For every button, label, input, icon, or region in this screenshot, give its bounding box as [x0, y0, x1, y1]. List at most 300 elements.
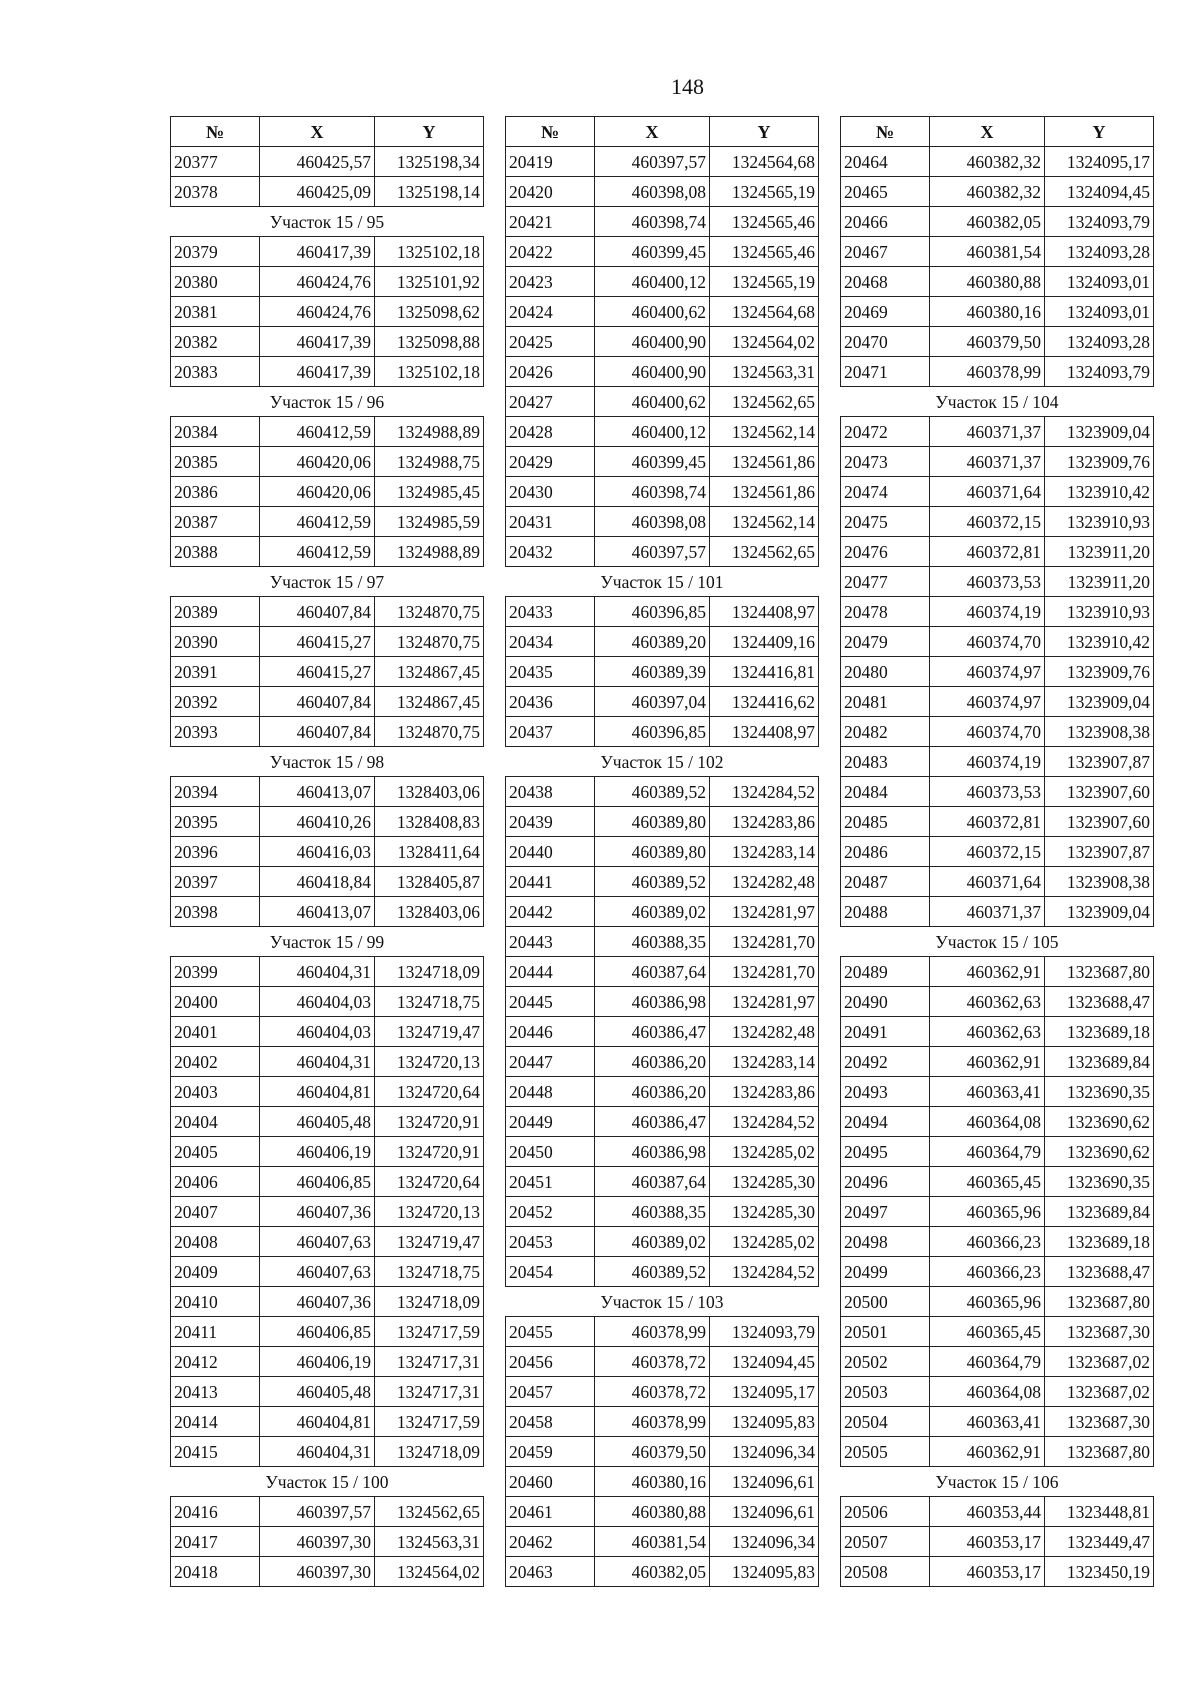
table-row — [506, 1407, 819, 1437]
y-coordinate: 1323907,60 — [1045, 807, 1154, 837]
x-coordinate: 460371,64 — [930, 477, 1045, 507]
x-coordinate: 460365,45 — [930, 1167, 1045, 1197]
x-coordinate: 460399,45 — [595, 237, 710, 267]
y-coordinate: 1323908,38 — [1045, 867, 1154, 897]
x-coordinate: 460397,57 — [595, 537, 710, 567]
table-row — [841, 897, 1154, 927]
table-row — [171, 237, 484, 267]
y-coordinate: 1324565,46 — [710, 207, 819, 237]
table-row — [506, 1557, 819, 1587]
y-coordinate: 1324717,31 — [375, 1347, 484, 1377]
table-row — [171, 1527, 484, 1557]
point-number: 20413 — [171, 1377, 260, 1407]
x-coordinate: 460397,04 — [595, 687, 710, 717]
x-coordinate: 460417,39 — [260, 327, 375, 357]
point-number: 20499 — [841, 1257, 930, 1287]
section-row — [171, 567, 484, 597]
y-coordinate: 1323687,02 — [1045, 1347, 1154, 1377]
y-coordinate: 1324281,70 — [710, 927, 819, 957]
y-coordinate: 1323687,80 — [1045, 1437, 1154, 1467]
point-number: 20506 — [841, 1497, 930, 1527]
x-coordinate: 460378,99 — [595, 1317, 710, 1347]
table-row — [171, 1077, 484, 1107]
x-coordinate: 460413,07 — [260, 897, 375, 927]
table-row — [841, 1137, 1154, 1167]
table-row — [841, 417, 1154, 447]
y-coordinate: 1324564,68 — [710, 297, 819, 327]
table-row — [171, 1497, 484, 1527]
x-coordinate: 460388,35 — [595, 927, 710, 957]
x-coordinate: 460407,84 — [260, 687, 375, 717]
y-coordinate: 1324561,86 — [710, 477, 819, 507]
point-number: 20439 — [506, 807, 595, 837]
x-coordinate: 460418,84 — [260, 867, 375, 897]
point-number: 20391 — [171, 657, 260, 687]
point-number: 20440 — [506, 837, 595, 867]
point-number: 20431 — [506, 507, 595, 537]
table-row — [841, 987, 1154, 1017]
y-coordinate: 1324720,13 — [375, 1047, 484, 1077]
table-header-row — [171, 117, 484, 147]
table-row — [841, 477, 1154, 507]
table-row — [506, 627, 819, 657]
table-row — [171, 1257, 484, 1287]
x-coordinate: 460362,91 — [930, 1047, 1045, 1077]
x-coordinate: 460404,81 — [260, 1407, 375, 1437]
y-coordinate: 1324988,89 — [375, 417, 484, 447]
point-number: 20475 — [841, 507, 930, 537]
table-row — [506, 1257, 819, 1287]
section-title: Участок 15 / 98 — [171, 747, 484, 777]
y-coordinate: 1323907,60 — [1045, 777, 1154, 807]
point-number: 20463 — [506, 1557, 595, 1587]
point-number: 20492 — [841, 1047, 930, 1077]
x-coordinate: 460407,84 — [260, 717, 375, 747]
table-row — [171, 537, 484, 567]
table-row — [841, 177, 1154, 207]
x-coordinate: 460386,20 — [595, 1077, 710, 1107]
table-row — [506, 1107, 819, 1137]
y-coordinate: 1324718,09 — [375, 957, 484, 987]
point-number: 20508 — [841, 1557, 930, 1587]
y-coordinate: 1328408,83 — [375, 807, 484, 837]
x-coordinate: 460398,74 — [595, 477, 710, 507]
section-title: Участок 15 / 106 — [841, 1467, 1154, 1497]
table-row — [506, 1167, 819, 1197]
point-number: 20445 — [506, 987, 595, 1017]
y-coordinate: 1324720,91 — [375, 1137, 484, 1167]
section-row — [841, 1467, 1154, 1497]
table-row — [841, 1497, 1154, 1527]
table-row — [841, 507, 1154, 537]
table-row — [506, 297, 819, 327]
section-title: Участок 15 / 97 — [171, 567, 484, 597]
point-number: 20457 — [506, 1377, 595, 1407]
y-coordinate: 1324717,31 — [375, 1377, 484, 1407]
point-number: 20461 — [506, 1497, 595, 1527]
x-coordinate: 460382,32 — [930, 177, 1045, 207]
y-coordinate: 1323911,20 — [1045, 567, 1154, 597]
point-number: 20488 — [841, 897, 930, 927]
point-number: 20418 — [171, 1557, 260, 1587]
x-coordinate: 460400,12 — [595, 267, 710, 297]
point-number: 20476 — [841, 537, 930, 567]
y-coordinate: 1324563,31 — [710, 357, 819, 387]
y-coordinate: 1324284,52 — [710, 1257, 819, 1287]
table-row — [171, 1317, 484, 1347]
y-coordinate: 1324720,64 — [375, 1167, 484, 1197]
y-coordinate: 1324564,02 — [710, 327, 819, 357]
point-number: 20409 — [171, 1257, 260, 1287]
table-row — [171, 627, 484, 657]
table-row — [841, 717, 1154, 747]
y-coordinate: 1323689,18 — [1045, 1017, 1154, 1047]
y-coordinate: 1324561,86 — [710, 447, 819, 477]
x-coordinate: 460362,63 — [930, 1017, 1045, 1047]
y-coordinate: 1323907,87 — [1045, 837, 1154, 867]
point-number: 20416 — [171, 1497, 260, 1527]
y-coordinate: 1325198,34 — [375, 147, 484, 177]
x-coordinate: 460386,98 — [595, 1137, 710, 1167]
y-coordinate: 1324718,75 — [375, 987, 484, 1017]
table-row — [506, 177, 819, 207]
y-coordinate: 1324565,19 — [710, 177, 819, 207]
x-coordinate: 460397,57 — [595, 147, 710, 177]
table-row — [171, 1047, 484, 1077]
y-coordinate: 1324095,83 — [710, 1557, 819, 1587]
point-number: 20381 — [171, 297, 260, 327]
x-coordinate: 460374,70 — [930, 717, 1045, 747]
header-number: № — [841, 117, 930, 147]
x-coordinate: 460353,17 — [930, 1527, 1045, 1557]
point-number: 20386 — [171, 477, 260, 507]
point-number: 20496 — [841, 1167, 930, 1197]
table-row — [171, 867, 484, 897]
point-number: 20503 — [841, 1377, 930, 1407]
table-row — [171, 1017, 484, 1047]
y-coordinate: 1323687,80 — [1045, 1287, 1154, 1317]
x-coordinate: 460353,44 — [930, 1497, 1045, 1527]
x-coordinate: 460400,90 — [595, 357, 710, 387]
point-number: 20437 — [506, 717, 595, 747]
y-coordinate: 1323689,84 — [1045, 1197, 1154, 1227]
x-coordinate: 460412,59 — [260, 537, 375, 567]
point-number: 20385 — [171, 447, 260, 477]
section-title: Участок 15 / 105 — [841, 927, 1154, 957]
x-coordinate: 460374,70 — [930, 627, 1045, 657]
point-number: 20507 — [841, 1527, 930, 1557]
point-number: 20436 — [506, 687, 595, 717]
x-coordinate: 460372,81 — [930, 537, 1045, 567]
x-coordinate: 460373,53 — [930, 777, 1045, 807]
point-number: 20378 — [171, 177, 260, 207]
y-coordinate: 1325102,18 — [375, 237, 484, 267]
point-number: 20383 — [171, 357, 260, 387]
table-row — [171, 717, 484, 747]
point-number: 20472 — [841, 417, 930, 447]
table-row — [506, 1137, 819, 1167]
x-coordinate: 460380,16 — [595, 1467, 710, 1497]
x-coordinate: 460400,62 — [595, 387, 710, 417]
table-row — [506, 147, 819, 177]
table-row — [841, 1287, 1154, 1317]
y-coordinate: 1325098,88 — [375, 327, 484, 357]
point-number: 20451 — [506, 1167, 595, 1197]
y-coordinate: 1324284,52 — [710, 777, 819, 807]
point-number: 20399 — [171, 957, 260, 987]
y-coordinate: 1323448,81 — [1045, 1497, 1154, 1527]
table-row — [171, 507, 484, 537]
point-number: 20502 — [841, 1347, 930, 1377]
y-coordinate: 1324565,19 — [710, 267, 819, 297]
x-coordinate: 460415,27 — [260, 627, 375, 657]
point-number: 20392 — [171, 687, 260, 717]
table-row — [171, 357, 484, 387]
x-coordinate: 460396,85 — [595, 717, 710, 747]
y-coordinate: 1324282,48 — [710, 867, 819, 897]
header-number: № — [171, 117, 260, 147]
x-coordinate: 460362,91 — [930, 1437, 1045, 1467]
point-number: 20505 — [841, 1437, 930, 1467]
table-row — [171, 417, 484, 447]
table-row — [171, 477, 484, 507]
y-coordinate: 1324562,65 — [710, 537, 819, 567]
y-coordinate: 1325198,14 — [375, 177, 484, 207]
y-coordinate: 1324416,81 — [710, 657, 819, 687]
table-row — [171, 1437, 484, 1467]
x-coordinate: 460416,03 — [260, 837, 375, 867]
header-y: Y — [1045, 117, 1154, 147]
point-number: 20384 — [171, 417, 260, 447]
y-coordinate: 1323687,30 — [1045, 1317, 1154, 1347]
point-number: 20468 — [841, 267, 930, 297]
point-number: 20377 — [171, 147, 260, 177]
section-row — [841, 387, 1154, 417]
table-row — [841, 777, 1154, 807]
y-coordinate: 1323910,93 — [1045, 597, 1154, 627]
table-row — [506, 927, 819, 957]
table-row — [506, 597, 819, 627]
x-coordinate: 460382,32 — [930, 147, 1045, 177]
point-number: 20401 — [171, 1017, 260, 1047]
point-number: 20411 — [171, 1317, 260, 1347]
y-coordinate: 1324717,59 — [375, 1407, 484, 1437]
x-coordinate: 460365,96 — [930, 1197, 1045, 1227]
y-coordinate: 1323689,84 — [1045, 1047, 1154, 1077]
point-number: 20489 — [841, 957, 930, 987]
point-number: 20423 — [506, 267, 595, 297]
table-row — [841, 867, 1154, 897]
table-row — [841, 1167, 1154, 1197]
y-coordinate: 1323909,04 — [1045, 687, 1154, 717]
table-row — [506, 1017, 819, 1047]
x-coordinate: 460364,08 — [930, 1107, 1045, 1137]
table-row — [171, 1167, 484, 1197]
x-coordinate: 460389,20 — [595, 627, 710, 657]
y-coordinate: 1324985,45 — [375, 477, 484, 507]
table-row — [841, 837, 1154, 867]
point-number: 20441 — [506, 867, 595, 897]
y-coordinate: 1325098,62 — [375, 297, 484, 327]
x-coordinate: 460378,99 — [595, 1407, 710, 1437]
table-row — [171, 597, 484, 627]
y-coordinate: 1328403,06 — [375, 897, 484, 927]
x-coordinate: 460378,99 — [930, 357, 1045, 387]
table-row — [506, 777, 819, 807]
y-coordinate: 1324988,89 — [375, 537, 484, 567]
point-number: 20427 — [506, 387, 595, 417]
y-coordinate: 1328405,87 — [375, 867, 484, 897]
table-row — [171, 957, 484, 987]
point-number: 20449 — [506, 1107, 595, 1137]
table-row — [171, 897, 484, 927]
point-number: 20479 — [841, 627, 930, 657]
point-number: 20500 — [841, 1287, 930, 1317]
table-row — [171, 1197, 484, 1227]
x-coordinate: 460400,62 — [595, 297, 710, 327]
x-coordinate: 460371,64 — [930, 867, 1045, 897]
table-row — [841, 447, 1154, 477]
y-coordinate: 1323910,42 — [1045, 477, 1154, 507]
x-coordinate: 460364,08 — [930, 1377, 1045, 1407]
table-row — [171, 327, 484, 357]
table-row — [171, 1377, 484, 1407]
point-number: 20453 — [506, 1227, 595, 1257]
x-coordinate: 460387,64 — [595, 1167, 710, 1197]
point-number: 20456 — [506, 1347, 595, 1377]
point-number: 20425 — [506, 327, 595, 357]
y-coordinate: 1323909,04 — [1045, 417, 1154, 447]
point-number: 20446 — [506, 1017, 595, 1047]
y-coordinate: 1324563,31 — [375, 1527, 484, 1557]
table-row — [171, 297, 484, 327]
section-title: Участок 15 / 101 — [506, 567, 819, 597]
table-row — [506, 507, 819, 537]
point-number: 20484 — [841, 777, 930, 807]
x-coordinate: 460389,52 — [595, 777, 710, 807]
table-row — [506, 1077, 819, 1107]
table-row — [841, 957, 1154, 987]
y-coordinate: 1325101,92 — [375, 267, 484, 297]
point-number: 20420 — [506, 177, 595, 207]
y-coordinate: 1324093,28 — [1045, 237, 1154, 267]
x-coordinate: 460374,19 — [930, 747, 1045, 777]
point-number: 20438 — [506, 777, 595, 807]
x-coordinate: 460389,52 — [595, 867, 710, 897]
x-coordinate: 460398,08 — [595, 507, 710, 537]
y-coordinate: 1324719,47 — [375, 1017, 484, 1047]
point-number: 20498 — [841, 1227, 930, 1257]
x-coordinate: 460381,54 — [595, 1527, 710, 1557]
x-coordinate: 460407,63 — [260, 1227, 375, 1257]
x-coordinate: 460371,37 — [930, 417, 1045, 447]
y-coordinate: 1324718,09 — [375, 1287, 484, 1317]
y-coordinate: 1324720,64 — [375, 1077, 484, 1107]
section-title: Участок 15 / 100 — [171, 1467, 484, 1497]
x-coordinate: 460378,72 — [595, 1377, 710, 1407]
table-row — [841, 687, 1154, 717]
x-coordinate: 460425,09 — [260, 177, 375, 207]
point-number: 20415 — [171, 1437, 260, 1467]
point-number: 20393 — [171, 717, 260, 747]
point-number: 20410 — [171, 1287, 260, 1317]
table-row — [171, 447, 484, 477]
point-number: 20482 — [841, 717, 930, 747]
table-row — [171, 1227, 484, 1257]
point-number: 20497 — [841, 1197, 930, 1227]
x-coordinate: 460372,15 — [930, 837, 1045, 867]
section-title: Участок 15 / 103 — [506, 1287, 819, 1317]
table-row — [841, 1407, 1154, 1437]
x-coordinate: 460389,80 — [595, 837, 710, 867]
table-row — [171, 1107, 484, 1137]
point-number: 20460 — [506, 1467, 595, 1497]
point-number: 20442 — [506, 897, 595, 927]
table-row — [841, 1437, 1154, 1467]
point-number: 20395 — [171, 807, 260, 837]
point-number: 20443 — [506, 927, 595, 957]
table-row — [506, 237, 819, 267]
table-row — [171, 1407, 484, 1437]
y-coordinate: 1324283,86 — [710, 807, 819, 837]
point-number: 20394 — [171, 777, 260, 807]
point-number: 20483 — [841, 747, 930, 777]
point-number: 20396 — [171, 837, 260, 867]
x-coordinate: 460407,63 — [260, 1257, 375, 1287]
point-number: 20458 — [506, 1407, 595, 1437]
x-coordinate: 460404,31 — [260, 1437, 375, 1467]
y-coordinate: 1323690,62 — [1045, 1137, 1154, 1167]
point-number: 20487 — [841, 867, 930, 897]
point-number: 20495 — [841, 1137, 930, 1167]
point-number: 20493 — [841, 1077, 930, 1107]
y-coordinate: 1324281,97 — [710, 987, 819, 1017]
table-row — [506, 267, 819, 297]
y-coordinate: 1323687,30 — [1045, 1407, 1154, 1437]
x-coordinate: 460372,15 — [930, 507, 1045, 537]
table-row — [841, 567, 1154, 597]
point-number: 20450 — [506, 1137, 595, 1167]
x-coordinate: 460364,79 — [930, 1137, 1045, 1167]
x-coordinate: 460404,03 — [260, 987, 375, 1017]
y-coordinate: 1325102,18 — [375, 357, 484, 387]
x-coordinate: 460387,64 — [595, 957, 710, 987]
point-number: 20474 — [841, 477, 930, 507]
y-coordinate: 1324985,59 — [375, 507, 484, 537]
y-coordinate: 1323687,02 — [1045, 1377, 1154, 1407]
x-coordinate: 460389,52 — [595, 1257, 710, 1287]
y-coordinate: 1323690,62 — [1045, 1107, 1154, 1137]
point-number: 20444 — [506, 957, 595, 987]
point-number: 20434 — [506, 627, 595, 657]
point-number: 20426 — [506, 357, 595, 387]
section-row — [841, 927, 1154, 957]
point-number: 20454 — [506, 1257, 595, 1287]
y-coordinate: 1324095,83 — [710, 1407, 819, 1437]
y-coordinate: 1324718,75 — [375, 1257, 484, 1287]
x-coordinate: 460374,19 — [930, 597, 1045, 627]
table-row — [506, 447, 819, 477]
y-coordinate: 1324562,65 — [710, 387, 819, 417]
y-coordinate: 1323688,47 — [1045, 987, 1154, 1017]
point-number: 20473 — [841, 447, 930, 477]
y-coordinate: 1324720,13 — [375, 1197, 484, 1227]
point-number: 20464 — [841, 147, 930, 177]
y-coordinate: 1323910,42 — [1045, 627, 1154, 657]
y-coordinate: 1324095,17 — [710, 1377, 819, 1407]
point-number: 20400 — [171, 987, 260, 1017]
table-row — [506, 1467, 819, 1497]
